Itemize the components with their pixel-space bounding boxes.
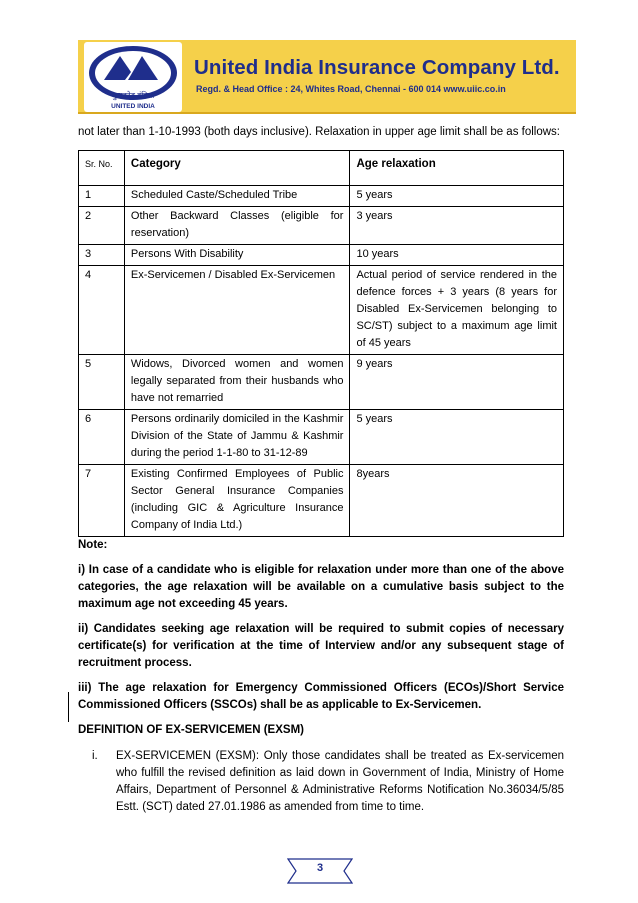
cell-category: Persons ordinarily domiciled in the Kashmir Division of the State of Jammu & Kashmir during the period 1-1-80 to 31-12-89: [124, 410, 350, 465]
definition-heading: DEFINITION OF EX-SERVICEMEN (EXSM): [78, 724, 304, 736]
cell-category: Scheduled Caste/Scheduled Tribe: [124, 186, 350, 207]
cell-sr: 2: [79, 207, 125, 245]
table-row: [79, 410, 564, 465]
cell-sr: 5: [79, 355, 125, 410]
cell-sr: 7: [79, 465, 125, 537]
cell-relaxation: 10 years: [350, 245, 564, 266]
company-name: United India Insurance Company Ltd.: [194, 56, 560, 79]
cell-category: Existing Confirmed Employees of Public Sector General Insurance Companies (including GIC & Agriculture Insurance Company of India Ltd.): [124, 465, 350, 537]
definition-item-text: EX-SERVICEMEN (EXSM): Only those candidates shall be treated as Ex-servicemen who fulfill the revised definition as laid down in Government of India, Ministry of Home Affairs, Department of Personnel & Administrative Reforms Notification No.36034/5/85 Estt. (SCT) dated 27.01.1986 as amended from time to time.: [116, 750, 564, 813]
cell-sr: 3: [79, 245, 125, 266]
umbrella-logo-icon: [84, 42, 182, 112]
table-row: [79, 266, 564, 355]
table-row: [79, 465, 564, 537]
cell-relaxation: 3 years: [350, 207, 564, 245]
table-row: [79, 207, 564, 245]
logo-hindi-text: युनाइटेड इंडिया: [111, 91, 155, 100]
note-label: Note:: [78, 539, 108, 551]
cell-category: Persons With Disability: [124, 245, 350, 266]
cell-sr: 1: [79, 186, 125, 207]
definition-item: [78, 748, 564, 816]
company-address: Regd. & Head Office : 24, Whites Road, Chennai - 600 014 www.uiic.co.in: [196, 84, 506, 94]
definition-item-number: i.: [92, 750, 98, 762]
table-row: [79, 245, 564, 266]
table-row: [79, 186, 564, 207]
logo-english-text: UNITED INDIA: [111, 103, 155, 110]
cell-relaxation: 5 years: [350, 410, 564, 465]
header-age-relaxation: Age relaxation: [350, 151, 564, 186]
cell-relaxation: 9 years: [350, 355, 564, 410]
cell-sr: 6: [79, 410, 125, 465]
age-relaxation-table: [78, 150, 564, 537]
margin-change-bar: [68, 692, 69, 722]
cell-category: Ex-Servicemen / Disabled Ex-Servicemen: [124, 266, 350, 355]
note-paragraph-3: iii) The age relaxation for Emergency Commissioned Officers (ECOs)/Short Service Commissioned Officers (SSCOs) shall be as applicable to Ex-Servicemen.: [78, 682, 564, 711]
cell-category: Other Backward Classes (eligible for reservation): [124, 207, 350, 245]
cell-relaxation: Actual period of service rendered in the defence forces + 3 years (8 years for Disabled Ex-Servicemen belonging to SC/ST) subject to a maximum age limit of 45 years: [350, 266, 564, 355]
intro-paragraph: not later than 1-10-1993 (both days inclusive). Relaxation in upper age limit shall be as follows:: [78, 126, 560, 138]
header-sr-no: Sr. No.: [79, 151, 125, 186]
cell-relaxation: 5 years: [350, 186, 564, 207]
cell-sr: 4: [79, 266, 125, 355]
table-header-row: [79, 151, 564, 186]
company-logo: [84, 42, 182, 112]
cell-relaxation: 8years: [350, 465, 564, 537]
page-body: [78, 124, 564, 816]
note-paragraph-2: ii) Candidates seeking age relaxation will be required to submit copies of necessary certificate(s) for verification at the time of Interview and/or any subsequent stage of recruitment process.: [78, 623, 564, 669]
cell-category: Widows, Divorced women and women legally separated from their husbands who have not remarried: [124, 355, 350, 410]
page-number: 3: [316, 862, 324, 874]
header-banner: [78, 40, 576, 114]
note-paragraph-1: i) In case of a candidate who is eligible for relaxation under more than one of the above categories, the age relaxation will be available on a cumulative basis subject to the maximum age not exceeding 45 years.: [78, 564, 564, 610]
table-row: [79, 355, 564, 410]
header-category: Category: [124, 151, 350, 186]
